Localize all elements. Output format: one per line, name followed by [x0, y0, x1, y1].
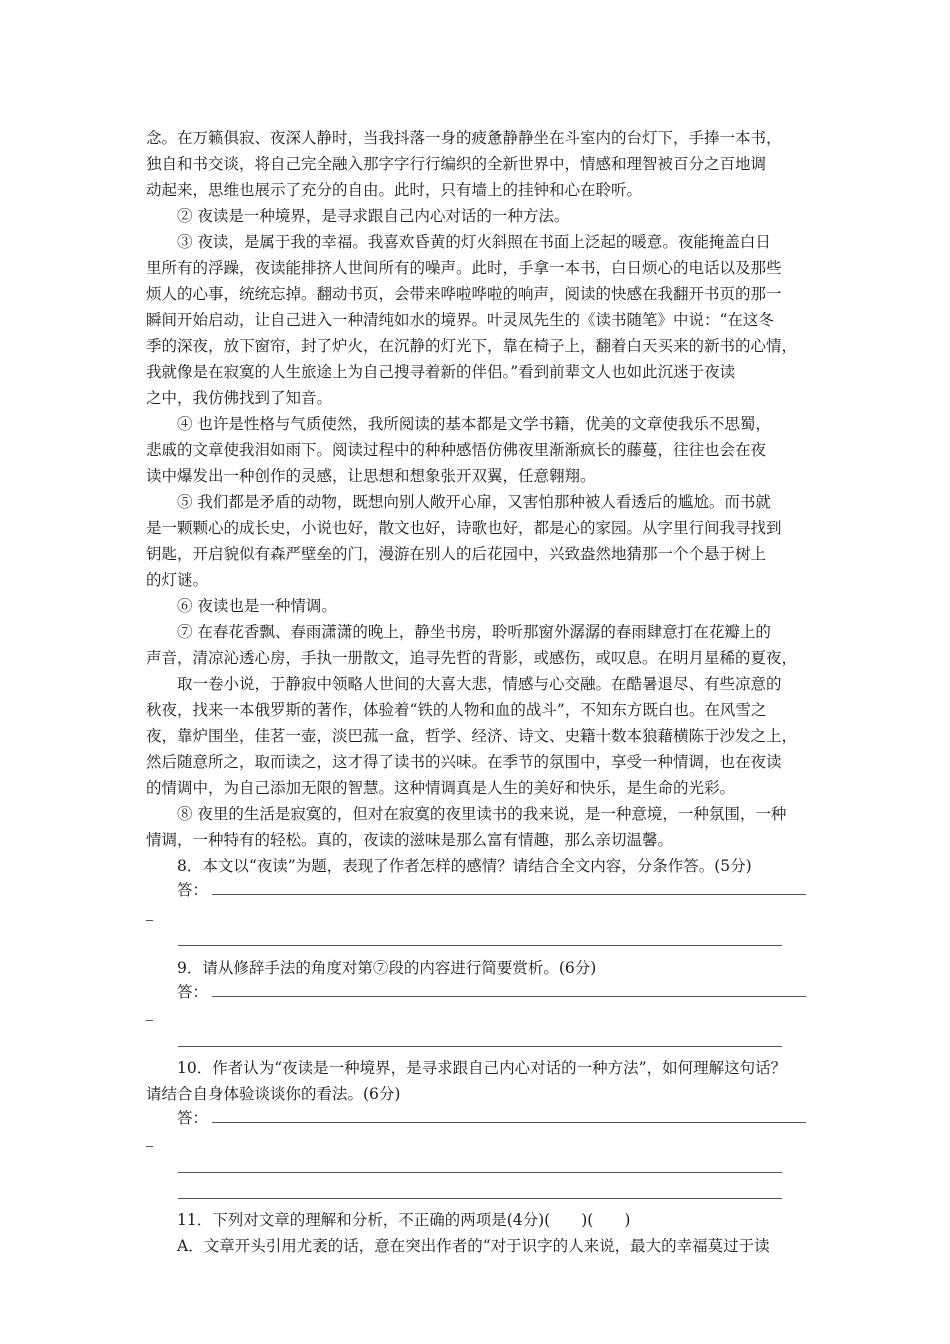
paragraph-7-line: 然后随意所之，取而读之，这才得了读书的兴味。在季节的氛围中，享受一种情调，也在夜读: [146, 753, 782, 771]
paragraph-7-line: 夜，靠炉围坐，佳茗一壶，淡巴菰一盒，哲学、经济、诗文、史籍十数本狼藉横陈于沙发之上，: [146, 727, 798, 745]
paragraph-line: 念。在万籁俱寂、夜深人静时，当我抖落一身的疲惫静静坐在斗室内的台灯下，手捧一本书，: [146, 129, 782, 147]
paragraph-7-line: 秋夜，找来一本俄罗斯的著作，体验着“铁的人物和血的战斗”，不知东方既白也。在风雪之: [146, 701, 767, 719]
paragraph-4-line: 读中爆发出一种创作的灵感，让思想和想象张开双翼，任意翱翔。: [146, 467, 596, 485]
question-9: 9．请从修辞手法的角度对第⑦段的内容进行简要赏析。(6分): [177, 959, 597, 977]
paragraph-3-line: 里所有的浮躁，夜读能排挤人世间所有的噪声。此时，手拿一本书，白日烦心的电话以及那些: [146, 259, 782, 277]
answer-line-q10-1[interactable]: [212, 1122, 806, 1123]
answer-line-q9-dash: [146, 1020, 153, 1021]
question-11-option-a: A．文章开头引用尤袤的话，意在突出作者的“对于识字的人来说，最大的幸福莫过于读: [177, 1237, 770, 1255]
paragraph-line: 独自和书交谈，将自己完全融入那字字行行编织的全新世界中，情感和理智被百分之百地调: [146, 155, 767, 173]
paragraph-5-line: 是一颗颗心的成长史，小说也好，散文也好，诗歌也好，都是心的家园。从字里行间我寻找到: [146, 519, 782, 537]
paragraph-8-line: 情调，一种特有的轻松。真的，夜读的滋味是那么富有情趣，那么亲切温馨。: [146, 831, 674, 849]
paragraph-8-line: ⑧ 夜里的生活是寂寞的，但对在寂寞的夜里读书的我来说，是一种意境，一种氛围，一种: [177, 805, 787, 823]
paragraph-3-line: 烦人的心事，统统忘掉。翻动书页，会带来哗啦哗啦的响声，阅读的快感在我翻开书页的那一: [146, 285, 782, 303]
paragraph-3-line: 之中，我仿佛找到了知音。: [146, 389, 333, 407]
answer-line-q9-1[interactable]: [212, 996, 806, 997]
paragraph-3-line: 我就像是在寂寞的人生旅途上为自己搜寻着新的伴侣。”看到前辈文人也如此沉迷于夜读: [146, 363, 736, 381]
question-10-line: 10．作者认为“夜读是一种境界，是寻求跟自己内心对话的一种方法”，如何理解这句话？: [177, 1059, 787, 1077]
paragraph-7-line: 声音，清凉沁透心房，手执一册散文，追寻先哲的背影，或感伤，或叹息。在明月星稀的夏夜，: [146, 649, 798, 667]
paragraph-line: 动起来，思维也展示了充分的自由。此时，只有墙上的挂钟和心在聆听。: [146, 181, 643, 199]
answer-line-q10-2[interactable]: [178, 1172, 782, 1173]
question-10-line: 请结合自身体验谈谈你的看法。(6分): [146, 1085, 401, 1103]
paragraph-7-line: 取一卷小说，于静寂中领略人世间的大喜大悲，情感与心交融。在酷暑退尽、有些凉意的: [177, 675, 782, 693]
answer-line-q10-3[interactable]: [178, 1198, 782, 1199]
question-8: 8．本文以“夜读”为题，表现了作者怎样的感情？请结合全文内容，分条作答。(5分): [177, 857, 752, 875]
answer-line-q10-dash: [146, 1146, 153, 1147]
paragraph-7-line: 的情调中，为自己添加无限的智慧。这种情调真是人生的美好和快乐，是生命的光彩。: [146, 779, 736, 797]
paragraph-5-line: ⑤ 我们都是矛盾的动物，既想向别人敞开心扉，又害怕那种被人看透后的尴尬。而书就: [177, 493, 771, 511]
answer-line-q8-1[interactable]: [212, 894, 806, 895]
paragraph-3-line: 季的深夜，放下窗帘，封了炉火，在沉静的灯光下，靠在椅子上，翻着白天买来的新书的心情，: [146, 337, 798, 355]
answer-line-q8-2[interactable]: [178, 945, 782, 946]
paragraph-5-line: 钥匙，开启貌似有森严壁垒的门，漫游在别人的后花园中，兴致盎然地猜那一个个悬于树上: [146, 545, 767, 563]
paragraph-4-line: ④ 也许是性格与气质使然，我所阅读的基本都是文学书籍，优美的文章使我乐不思蜀，: [177, 415, 771, 433]
answer-line-q8-dash: [146, 920, 153, 921]
paragraph-6: ⑥ 夜读也是一种情调。: [177, 597, 337, 615]
paragraph-3-line: ③ 夜读，是属于我的幸福。我喜欢昏黄的灯火斜照在书面上泛起的暖意。夜能掩盖白日: [177, 233, 771, 251]
paragraph-7-line: ⑦ 在春花香飘、春雨潇潇的晚上，静坐书房，聆听那窗外潺潺的春雨肆意打在花瓣上的: [177, 623, 771, 641]
answer-line-q9-2[interactable]: [178, 1046, 782, 1047]
answer-label-q10: 答：: [177, 1109, 209, 1127]
answer-label-q9: 答：: [177, 983, 209, 1001]
answer-label-q8: 答：: [177, 881, 209, 899]
question-11: 11．下列对文章的理解和分析，不正确的两项是(4分)( )( ): [177, 1211, 631, 1229]
paragraph-4-line: 悲戚的文章使我泪如雨下。阅读过程中的种种感悟仿佛夜里渐渐疯长的藤蔓，往往也会在夜: [146, 441, 767, 459]
paragraph-5-line: 的灯谜。: [146, 571, 209, 589]
paragraph-2: ② 夜读是一种境界，是寻求跟自己内心对话的一种方法。: [177, 207, 570, 225]
paragraph-3-line: 瞬间开始启动，让自己进入一种清纯如水的境界。叶灵凤先生的《读书随笔》中说：“在这冬: [146, 311, 774, 329]
